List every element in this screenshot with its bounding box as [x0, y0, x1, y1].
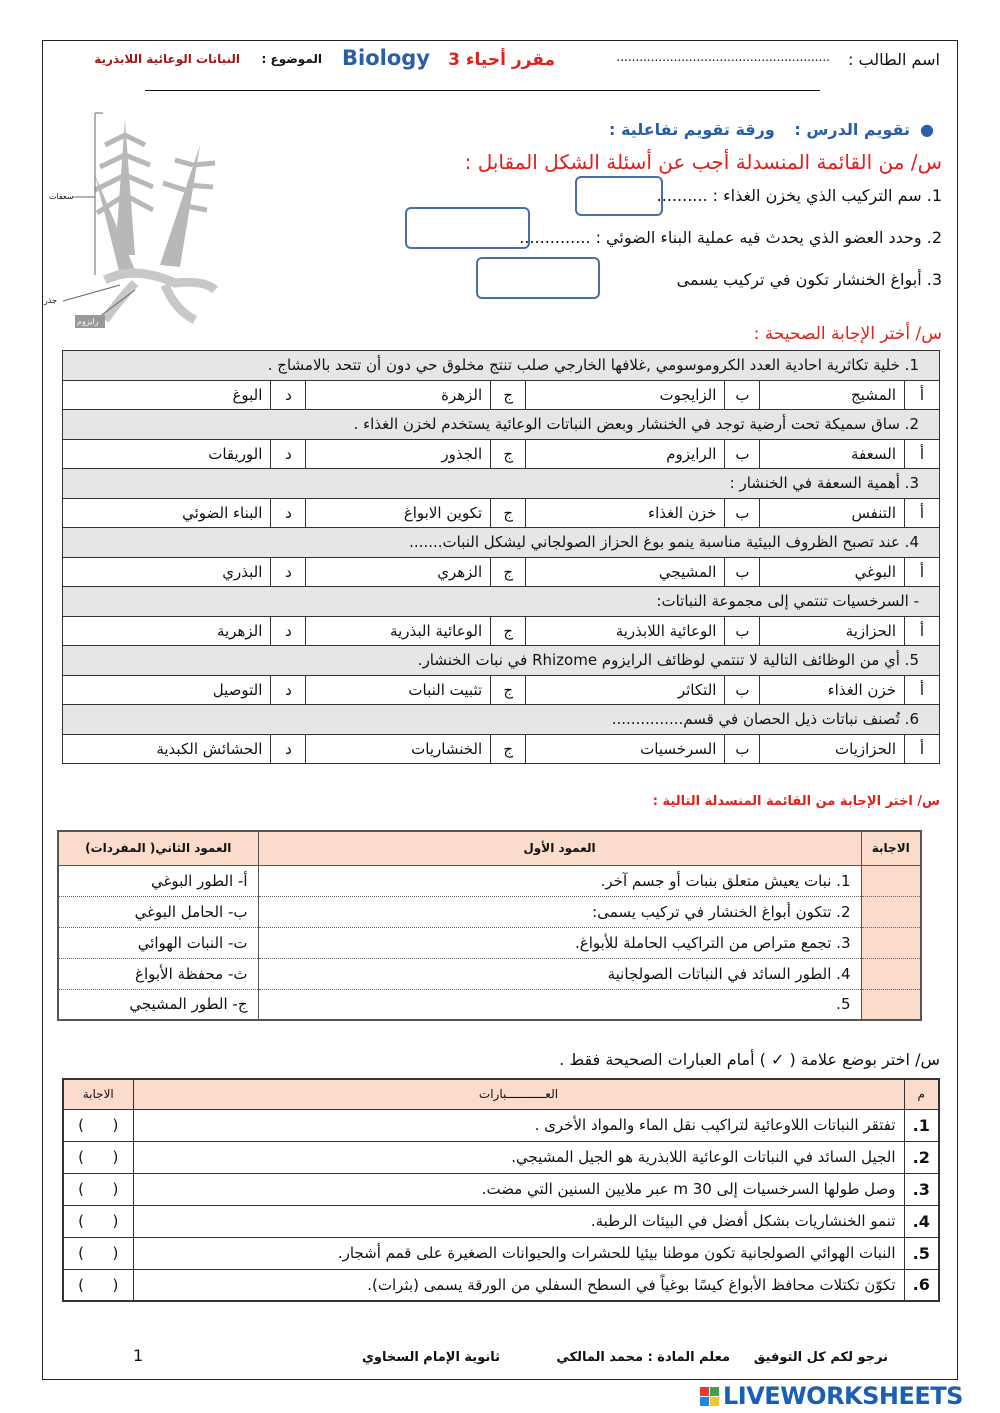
option-choice[interactable]: المشيجي	[526, 557, 725, 587]
option-choice[interactable]: الخنشاريات	[306, 734, 491, 764]
option-choice[interactable]: المشيج	[760, 380, 905, 410]
option-letter: أ	[905, 380, 940, 410]
lesson-eval-label: تقويم الدرس :	[794, 120, 911, 139]
checkmark-answer[interactable]: ( )	[63, 1173, 133, 1205]
option-choice[interactable]: الوريقات	[63, 439, 271, 469]
option-choice[interactable]: تثبيت النبات	[306, 675, 491, 705]
option-choice[interactable]: الوعائية اللابذرية	[526, 616, 725, 646]
topic: النباتات الوعائية اللابذرية	[94, 52, 240, 66]
question-row	[63, 410, 940, 440]
option-choice[interactable]: الحزازية	[760, 616, 905, 646]
checkmark-answer[interactable]: ( )	[63, 1109, 133, 1141]
question-row	[63, 705, 940, 735]
section0-question: س/ من القائمة المنسدلة أجب عن أسئلة الشكل المقابل :	[464, 150, 942, 174]
col1-item: 4. الطور السائد في النباتات الصولجانية	[258, 958, 861, 989]
option-choice[interactable]: الزهري	[306, 557, 491, 587]
answer-dropdown-1[interactable]	[575, 176, 663, 216]
label-rhizome: رايزوم	[77, 317, 99, 326]
option-letter: د	[271, 380, 306, 410]
q-item-2: 2. وحدد العضو الذي يحدث فيه عملية البناء الضوئي : ..............	[519, 228, 942, 247]
option-choice[interactable]: الحزازيات	[760, 734, 905, 764]
q-item-1: 1. سم التركيب الذي يخزن الغذاء : ..........	[656, 186, 942, 205]
option-choice[interactable]: تكوين الابواغ	[306, 498, 491, 528]
logo-text: LIVEWORKSHEETS	[723, 1382, 963, 1410]
statement-text: تكوّن تكتلات محافظ الأبواغ كيسًا بوغياً في السطح السفلي من الورقة يسمى (بثرات).	[133, 1269, 904, 1301]
option-letter: د	[271, 498, 306, 528]
section3-title: س/ اختر بوضع علامة ( ✓ ) أمام العبارات الصحيحة فقط .	[559, 1050, 940, 1069]
option-letter: ب	[725, 616, 760, 646]
option-letter: د	[271, 616, 306, 646]
option-letter: ب	[725, 734, 760, 764]
col2-item: ت- النبات الهوائي	[58, 927, 258, 958]
col1-item: 5.	[258, 989, 861, 1020]
statement-text: وصل طولها السرخسيات إلى 30 m عبر ملايين السنين التي مضت.	[133, 1173, 904, 1205]
options-row	[63, 439, 940, 469]
option-letter: أ	[905, 498, 940, 528]
checkmark-answer[interactable]: ( )	[63, 1269, 133, 1301]
question-row	[63, 587, 940, 617]
question-text: 3. أهمية السعفة في الخنشار :	[63, 469, 940, 499]
matching-row	[58, 958, 921, 989]
option-choice[interactable]: الحشائش الكبدية	[63, 734, 271, 764]
question-text: - السرخسيات تنتمي إلى مجموعة النباتات:	[63, 587, 940, 617]
option-choice[interactable]: الرايزوم	[526, 439, 725, 469]
statement-row	[63, 1173, 939, 1205]
option-letter: ب	[725, 380, 760, 410]
option-letter: ب	[725, 439, 760, 469]
option-letter: ج	[491, 439, 526, 469]
question-row	[63, 528, 940, 558]
option-letter: ب	[725, 557, 760, 587]
label-frond: سعفات	[49, 192, 74, 201]
checkmark-answer[interactable]: ( )	[63, 1237, 133, 1269]
matching-row	[58, 865, 921, 896]
option-letter: د	[271, 734, 306, 764]
statement-row	[63, 1141, 939, 1173]
lesson-eval: ●تقويم الدرس : ورقة تقويم تفاعلية :	[609, 120, 934, 139]
option-choice[interactable]: البوغ	[63, 380, 271, 410]
option-letter: د	[271, 439, 306, 469]
statement-row	[63, 1205, 939, 1237]
option-choice[interactable]: البناء الضوئي	[63, 498, 271, 528]
option-letter: د	[271, 557, 306, 587]
option-letter: ج	[491, 616, 526, 646]
matching-row	[58, 896, 921, 927]
q-item-3: 3. أبواغ الخنشار تكون في تركيب يسمى	[676, 270, 942, 289]
matching-row	[58, 927, 921, 958]
option-choice[interactable]: البوغي	[760, 557, 905, 587]
col2-item: ب- الحامل البوغي	[58, 896, 258, 927]
header-answer: الاجابة	[63, 1079, 133, 1109]
statement-number: 1.	[904, 1109, 939, 1141]
matching-row	[58, 989, 921, 1020]
option-letter: ب	[725, 498, 760, 528]
header-num: م	[904, 1079, 939, 1109]
statement-number: 6.	[904, 1269, 939, 1301]
footer-teacher: معلم المادة : محمد المالكي	[556, 1350, 730, 1365]
statement-number: 5.	[904, 1237, 939, 1269]
statement-row	[63, 1109, 939, 1141]
statement-row	[63, 1237, 939, 1269]
matching-table	[57, 830, 922, 1021]
worksheet-title: ورقة تقويم تفاعلية :	[609, 120, 775, 139]
option-letter: أ	[905, 439, 940, 469]
option-choice[interactable]: البذري	[63, 557, 271, 587]
option-choice[interactable]: الزايجوت	[526, 380, 725, 410]
options-row	[63, 380, 940, 410]
answer-dropdown[interactable]	[861, 896, 921, 927]
question-row	[63, 351, 940, 381]
option-choice[interactable]: التوصيل	[63, 675, 271, 705]
question-text: 4. عند تصبح الظروف البيئية مناسبة ينمو بوغ الحزاز الصولجاني ليشكل النبات.......	[63, 528, 940, 558]
statement-number: 4.	[904, 1205, 939, 1237]
option-choice[interactable]: الزهرة	[306, 380, 491, 410]
option-letter: ج	[491, 675, 526, 705]
col2-item: أ- الطور البوغي	[58, 865, 258, 896]
true-false-table	[62, 1078, 940, 1302]
option-letter: أ	[905, 557, 940, 587]
footer-wish: نرجو لكم كل التوفيق	[753, 1350, 888, 1365]
col2-item: ث- محفظة الأبواغ	[58, 958, 258, 989]
option-choice[interactable]: التنفس	[760, 498, 905, 528]
statement-row	[63, 1269, 939, 1301]
divider	[145, 90, 820, 91]
subject-en: Biology	[342, 46, 430, 70]
col1-item: 2. تتكون أبواغ الخنشار في تركيب يسمى:	[258, 896, 861, 927]
checkmark-answer[interactable]: ( )	[63, 1205, 133, 1237]
question-text: 5. أي من الوظائف التالية لا تنتمي لوظائف الرايزوم Rhizome في نبات الخنشار.	[63, 646, 940, 676]
statement-text: الجيل السائد في النباتات الوعائية اللابذرية هو الجيل المشيجي.	[133, 1141, 904, 1173]
section1-title: س/ أختر الإجابة الصحيحة :	[753, 324, 942, 344]
statement-number: 2.	[904, 1141, 939, 1173]
answer-dropdown[interactable]	[861, 958, 921, 989]
footer-school: ثانوية الإمام السخاوي	[361, 1350, 500, 1365]
logo-icon	[700, 1387, 719, 1406]
header-col2: العمود الثاني( المفردات)	[58, 831, 258, 865]
question-text: 1. خلية تكاثرية احادية العدد الكروموسومي ,غلافها الخارجي صلب تنتج مخلوق حي دون أن تتحد بالامشاج .	[63, 351, 940, 381]
statement-number: 3.	[904, 1173, 939, 1205]
label-root: جذر	[44, 296, 58, 305]
option-letter: د	[271, 675, 306, 705]
statement-text: تفتقر النباتات اللاوعائية لتراكيب نقل الماء والمواد الأخرى .	[133, 1109, 904, 1141]
answer-dropdown[interactable]	[861, 927, 921, 958]
header-col1: العمود الأول	[258, 831, 861, 865]
option-letter: ب	[725, 675, 760, 705]
option-choice[interactable]: الزهرية	[63, 616, 271, 646]
student-label: اسم الطالب :	[848, 50, 940, 69]
answer-dropdown[interactable]	[861, 865, 921, 896]
answer-dropdown-3[interactable]	[476, 257, 600, 299]
option-letter: أ	[905, 734, 940, 764]
answer-dropdown-2[interactable]	[405, 207, 530, 249]
statement-text: النبات الهوائي الصولجانية تكون موطنا بيئيا للحشرات والحيوانات الصغيرة على قمم أشجار.	[133, 1237, 904, 1269]
options-row	[63, 498, 940, 528]
option-letter: ج	[491, 498, 526, 528]
option-choice[interactable]: السرخسيات	[526, 734, 725, 764]
option-choice[interactable]: السعفة	[760, 439, 905, 469]
option-choice[interactable]: الوعائية البذرية	[306, 616, 491, 646]
statement-text: تنمو الخنشاريات بشكل أفضل في البيئات الرطبة.	[133, 1205, 904, 1237]
section2-title: س/ اختر الإجابة من القائمة المنسدلة التالية :	[652, 794, 940, 809]
option-letter: أ	[905, 675, 940, 705]
answer-dropdown[interactable]	[861, 989, 921, 1020]
header-statements: العـــــــــــبارات	[133, 1079, 904, 1109]
course-name: مقرر أحياء 3	[448, 50, 555, 70]
options-row	[63, 675, 940, 705]
checkmark-answer[interactable]: ( )	[63, 1141, 133, 1173]
page-number: 1	[133, 1346, 144, 1365]
col2-item: ج- الطور المشيجي	[58, 989, 258, 1020]
option-letter: ج	[491, 380, 526, 410]
question-text: 2. ساق سميكة تحت أرضية توجد في الخنشار وبعض النباتات الوعائية يستخدم لخزن الغذاء .	[63, 410, 940, 440]
fern-figure	[45, 105, 255, 335]
col1-item: 3. تجمع متراص من التراكيب الحاملة للأبواغ.	[258, 927, 861, 958]
option-letter: أ	[905, 616, 940, 646]
header-answer: الاجابة	[861, 831, 921, 865]
option-letter: ج	[491, 734, 526, 764]
option-letter: ج	[491, 557, 526, 587]
options-row	[63, 734, 940, 764]
header	[50, 48, 940, 76]
col1-item: 1. نبات يعيش متعلق بنبات أو جسم آخر.	[258, 865, 861, 896]
student-name-blank: ........................................................	[616, 50, 830, 64]
liveworksheets-logo	[700, 1382, 963, 1410]
option-choice[interactable]: الجذور	[306, 439, 491, 469]
topic-label: الموضوع :	[261, 52, 322, 66]
options-row	[63, 616, 940, 646]
option-choice[interactable]: خزن الغذاء	[760, 675, 905, 705]
question-text: 6. تُصنف نباتات ذيل الحصان في قسم...............	[63, 705, 940, 735]
option-choice[interactable]: خزن الغذاء	[526, 498, 725, 528]
question-row	[63, 469, 940, 499]
option-choice[interactable]: التكاثر	[526, 675, 725, 705]
options-row	[63, 557, 940, 587]
question-row	[63, 646, 940, 676]
mcq-table	[62, 350, 940, 764]
